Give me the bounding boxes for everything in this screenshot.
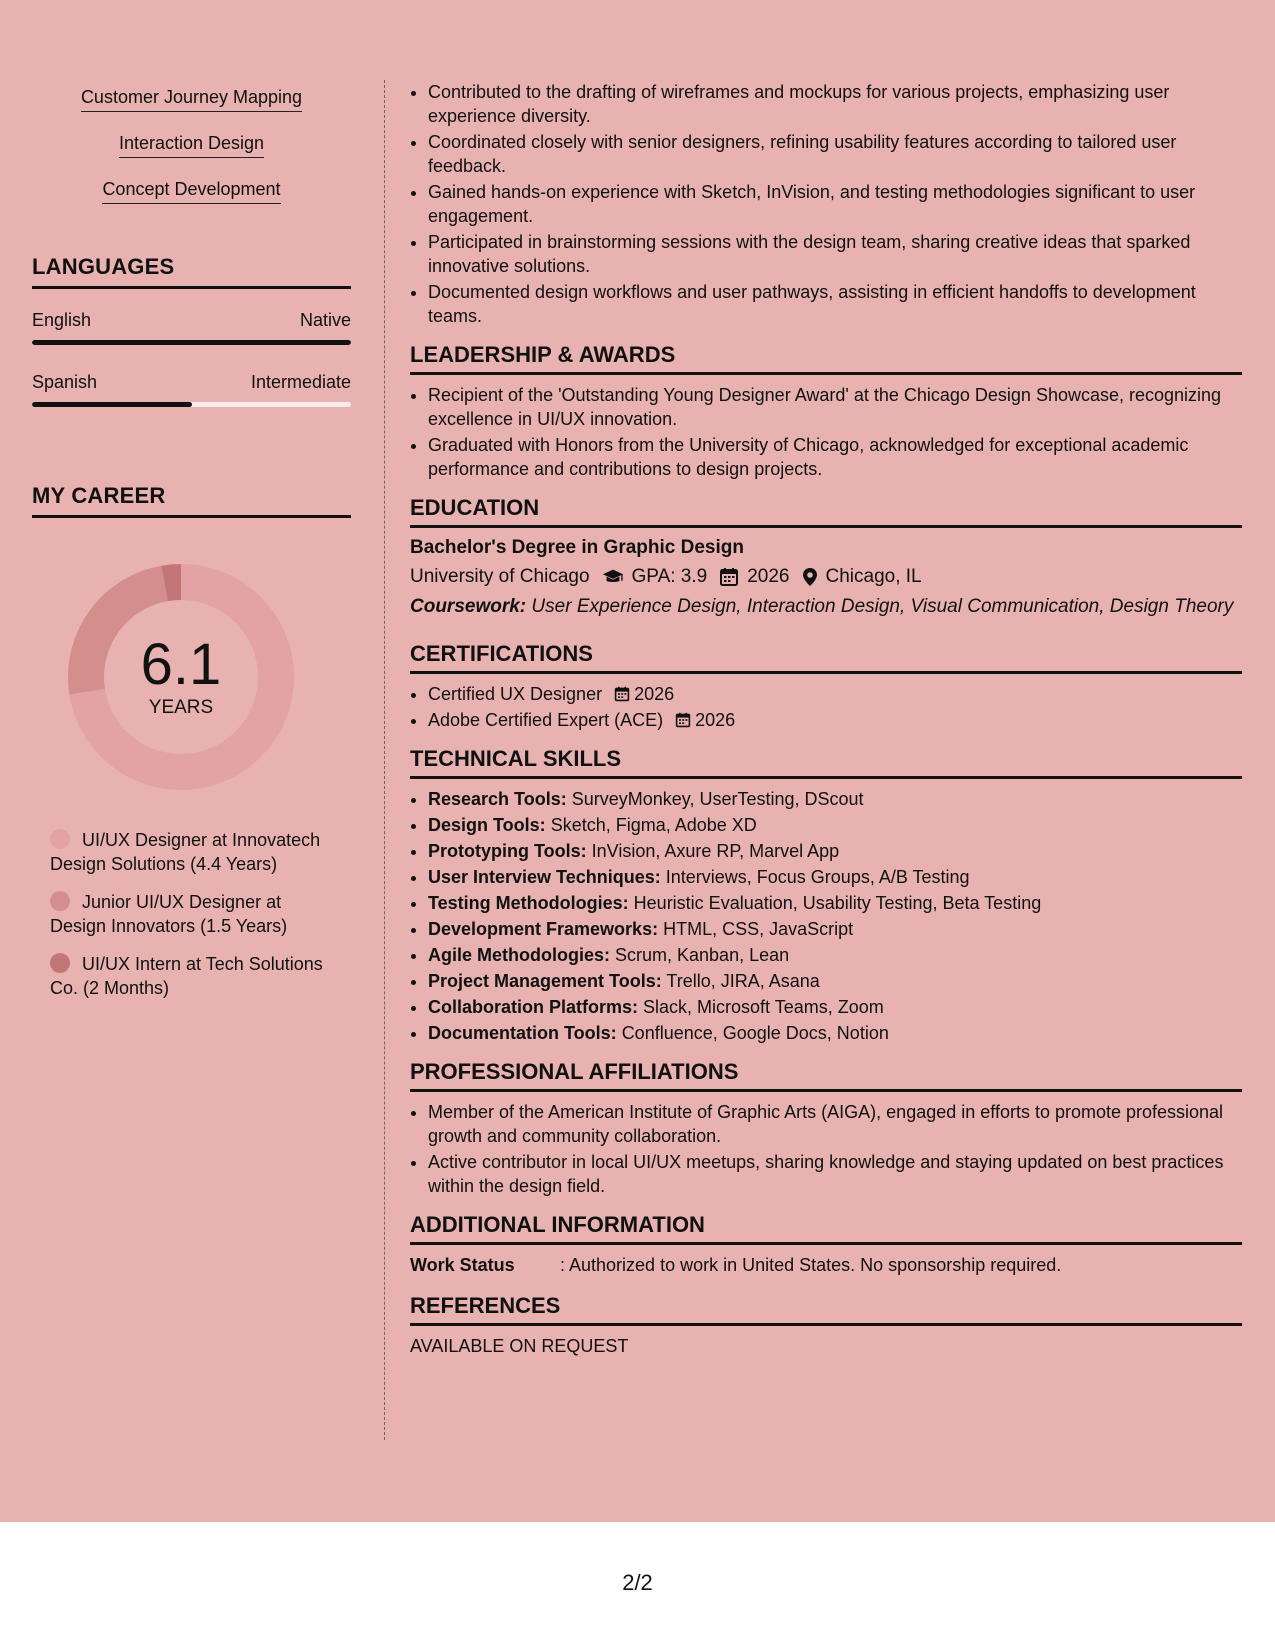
- skill-category: Documentation Tools:: [428, 1023, 617, 1043]
- graduation-year: 2026: [747, 566, 790, 587]
- certification-item: [428, 708, 1242, 732]
- career-total-unit: YEARS: [148, 697, 214, 718]
- additional-info-heading: ADDITIONAL INFORMATION: [410, 1212, 1242, 1245]
- skill-values: Slack, Microsoft Teams, Zoom: [643, 997, 884, 1017]
- affiliations-list: [410, 1100, 1242, 1198]
- skill-values: HTML, CSS, JavaScript: [663, 919, 854, 939]
- certifications-heading: CERTIFICATIONS: [410, 641, 1242, 674]
- experience-bullet: • Coordinated closely with senior designers, refining usability features according to tailored user feedback.: [428, 130, 1242, 178]
- education-heading: EDUCATION: [410, 495, 1242, 528]
- legend-dot: [50, 953, 70, 973]
- skill-category: Design Tools:: [428, 815, 546, 835]
- certification-item: [428, 682, 1242, 706]
- work-status-value: : Authorized to work in United States. No sponsorship required.: [560, 1255, 1062, 1275]
- legend-label: Junior UI/UX Designer at Design Innovators (1.5 Years): [50, 892, 288, 936]
- certification-year: 2026: [634, 684, 675, 704]
- experience-bullets: [410, 80, 1242, 328]
- technical-skill-item: [428, 865, 1242, 889]
- location-pin-icon: [802, 567, 818, 587]
- gpa: GPA: 3.9: [631, 566, 708, 587]
- references-heading: REFERENCES: [410, 1293, 1242, 1326]
- certification-year: 2026: [695, 710, 736, 730]
- career-heading: MY CAREER: [32, 483, 351, 518]
- technical-skill-item: [428, 787, 1242, 811]
- language-name: Spanish: [32, 372, 98, 392]
- education-meta: [410, 565, 1242, 589]
- work-status-row: [410, 1253, 1242, 1277]
- language-bar-fill: [32, 340, 351, 345]
- skill-tag: Customer Journey Mapping: [81, 86, 302, 112]
- language-bar-fill: [32, 402, 192, 407]
- coursework: [410, 595, 1242, 619]
- affiliation-item: • Active contributor in local UI/UX meetups, sharing knowledge and staying updated on best practices within the design field.: [428, 1150, 1242, 1198]
- skill-values: Heuristic Evaluation, Usability Testing, Beta Testing: [633, 893, 1042, 913]
- technical-skill-item: [428, 1021, 1242, 1045]
- technical-skill-item: [428, 917, 1242, 941]
- calendar-icon: [719, 567, 739, 587]
- language-level: Native: [299, 310, 351, 330]
- language-item: [32, 371, 351, 407]
- work-status-label: Work Status: [410, 1255, 515, 1275]
- affiliations-heading: PROFESSIONAL AFFILIATIONS: [410, 1059, 1242, 1092]
- skill-category: User Interview Techniques:: [428, 867, 661, 887]
- certification-name: Adobe Certified Expert (ACE): [428, 710, 664, 730]
- certification-name: Certified UX Designer: [428, 684, 603, 704]
- career-legend-item: [50, 952, 340, 1000]
- technical-skill-item: [428, 891, 1242, 915]
- technical-skill-item: [428, 839, 1242, 863]
- coursework-list: User Experience Design, Interaction Design, Visual Communication, Design Theory: [531, 596, 1234, 617]
- legend-label: UI/UX Designer at Innovatech Design Solutions (4.4 Years): [50, 830, 321, 874]
- school-location: Chicago, IL: [825, 566, 922, 587]
- leadership-item: • Recipient of the 'Outstanding Young Designer Award' at the Chicago Design Showcase, recognizing excellence in UI/UX innovation.: [428, 383, 1242, 431]
- page-number: 2/2: [622, 1570, 653, 1595]
- skill-values: InVision, Axure RP, Marvel App: [591, 841, 840, 861]
- language-bar: [32, 340, 351, 345]
- skill-values: SurveyMonkey, UserTesting, DScout: [571, 789, 864, 809]
- technical-skills-list: [410, 787, 1242, 1045]
- skill-tags: [32, 86, 351, 224]
- leadership-heading: LEADERSHIP & AWARDS: [410, 342, 1242, 375]
- calendar-icon: [614, 686, 630, 702]
- legend-dot: [50, 891, 70, 911]
- skill-values: Interviews, Focus Groups, A/B Testing: [665, 867, 970, 887]
- degree-title: Bachelor's Degree in Graphic Design: [410, 537, 744, 558]
- language-bar: [32, 402, 351, 407]
- experience-bullet: • Gained hands-on experience with Sketch, InVision, and testing methodologies significant to user engagement.: [428, 180, 1242, 228]
- experience-bullet: • Contributed to the drafting of wireframes and mockups for various projects, emphasizing user experience diversity.: [428, 80, 1242, 128]
- skill-category: Project Management Tools:: [428, 971, 662, 991]
- skill-values: Confluence, Google Docs, Notion: [621, 1023, 889, 1043]
- references-text: AVAILABLE ON REQUEST: [410, 1336, 629, 1356]
- skill-values: Scrum, Kanban, Lean: [615, 945, 790, 965]
- skill-values: Trello, JIRA, Asana: [666, 971, 820, 991]
- career-total-value: 6.1: [140, 632, 222, 697]
- skill-tag: Interaction Design: [119, 132, 264, 158]
- legend-label: UI/UX Intern at Tech Solutions Co. (2 Months): [50, 954, 323, 998]
- experience-bullet: • Documented design workflows and user pathways, assisting in efficient handoffs to development teams.: [428, 280, 1242, 328]
- certifications-list: [410, 682, 1242, 732]
- skill-category: Agile Methodologies:: [428, 945, 610, 965]
- languages-heading: LANGUAGES: [32, 254, 351, 289]
- technical-skill-item: [428, 969, 1242, 993]
- column-divider: [384, 80, 385, 1440]
- skill-category: Development Frameworks:: [428, 919, 659, 939]
- career-legend-item: [50, 890, 340, 938]
- skill-category: Collaboration Platforms:: [428, 997, 639, 1017]
- technical-skill-item: [428, 995, 1242, 1019]
- school-name: University of Chicago: [410, 566, 590, 587]
- coursework-label: Coursework:: [410, 596, 527, 617]
- graduation-cap-icon: [602, 567, 624, 587]
- career-legend-item: [50, 828, 340, 876]
- career-donut-chart: [66, 562, 296, 792]
- leadership-item: • Graduated with Honors from the University of Chicago, acknowledged for exceptional academic performance and contributions to design projects.: [428, 433, 1242, 481]
- language-item: [32, 309, 351, 345]
- technical-skill-item: [428, 943, 1242, 967]
- sidebar: [32, 86, 351, 1014]
- skill-values: Sketch, Figma, Adobe XD: [550, 815, 757, 835]
- language-name: English: [32, 310, 92, 330]
- technical-skill-item: [428, 813, 1242, 837]
- affiliation-item: • Member of the American Institute of Graphic Arts (AIGA), engaged in efforts to promote professional growth and community collaboration.: [428, 1100, 1242, 1148]
- calendar-icon: [675, 712, 691, 728]
- legend-dot: [50, 829, 70, 849]
- leadership-list: [410, 383, 1242, 481]
- language-level: Intermediate: [250, 372, 351, 392]
- skill-category: Testing Methodologies:: [428, 893, 629, 913]
- skill-category: Research Tools:: [428, 789, 567, 809]
- career-legend: [50, 828, 340, 1000]
- technical-skills-heading: TECHNICAL SKILLS: [410, 746, 1242, 779]
- skill-category: Prototyping Tools:: [428, 841, 587, 861]
- experience-bullet: • Participated in brainstorming sessions with the design team, sharing creative ideas that sparked innovative solutions.: [428, 230, 1242, 278]
- skill-tag: Concept Development: [102, 178, 280, 204]
- main-column: [410, 80, 1242, 1358]
